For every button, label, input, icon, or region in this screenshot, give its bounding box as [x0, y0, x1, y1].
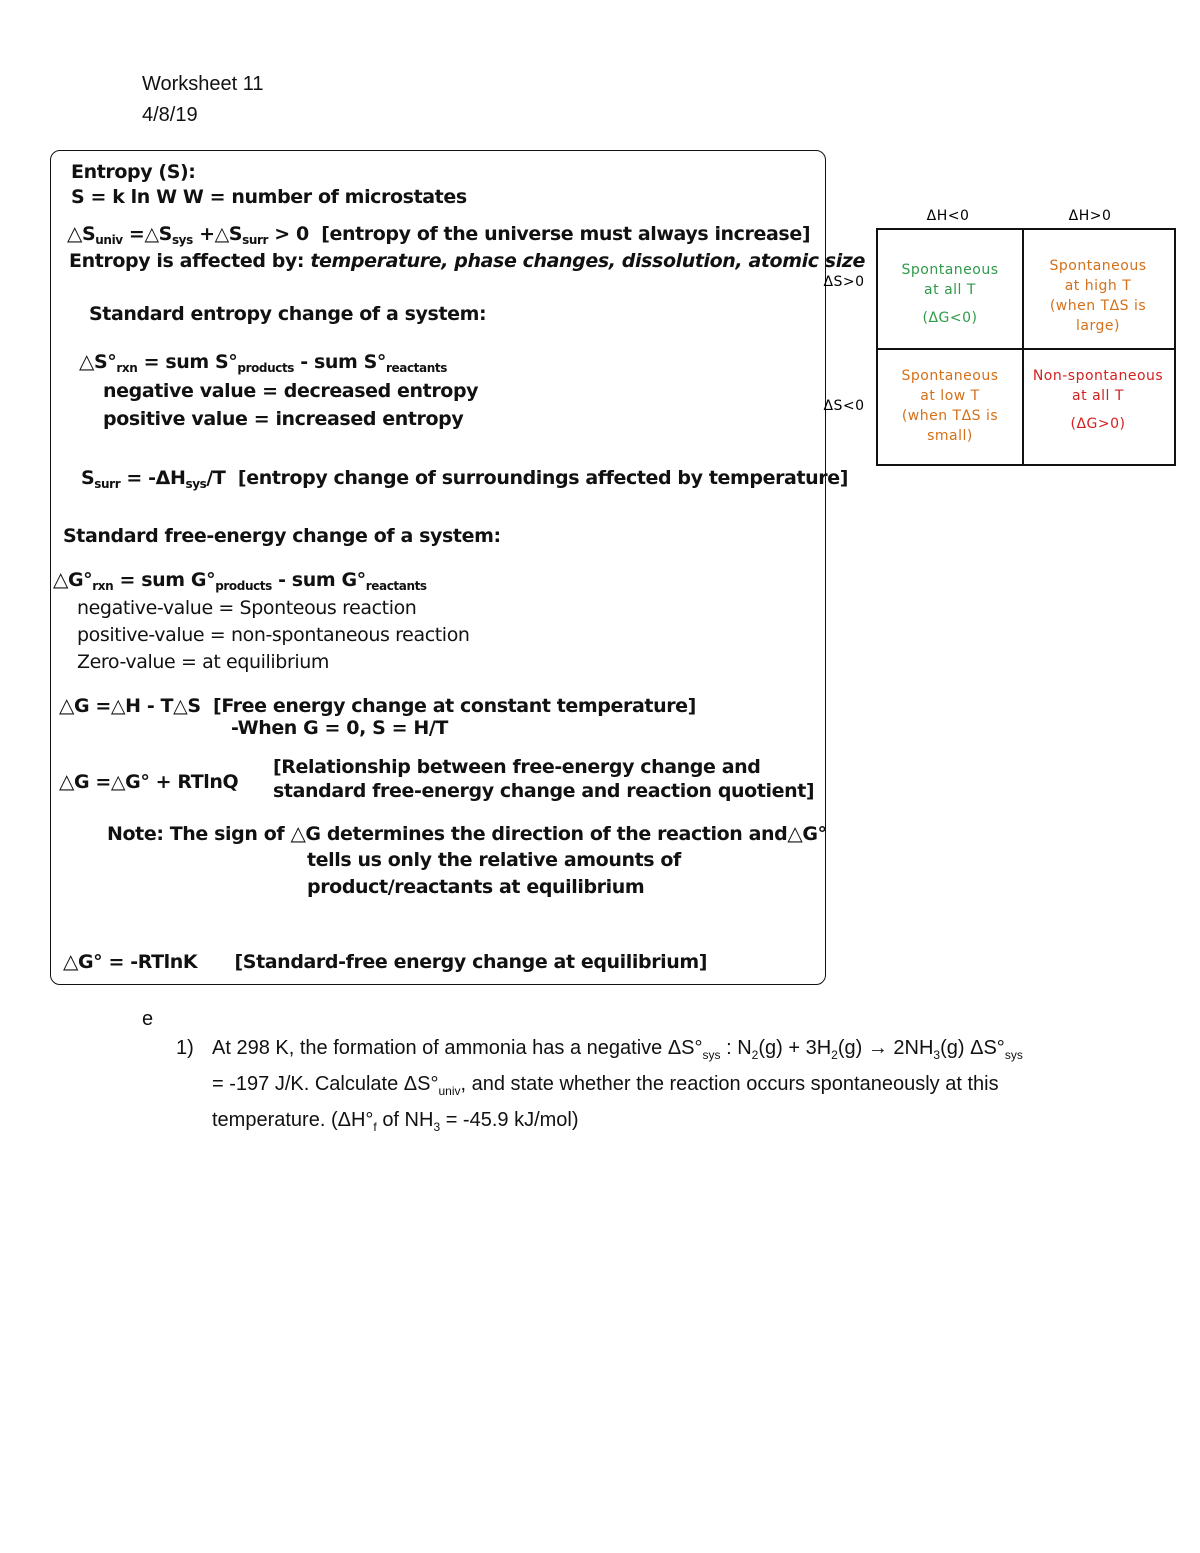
col-header-dh-negative: ΔH<0 [926, 208, 970, 224]
cell-spontaneous-all-t: Spontaneous at all T (ΔG<0) [901, 262, 999, 326]
univ-entropy-note: [entropy of the universe must always increase] [321, 223, 811, 245]
free-energy-title: Standard free-energy change of a system: [63, 525, 501, 547]
cell-spontaneous-high-t: Spontaneous at high T (when TΔS is large) [1049, 258, 1147, 334]
univ-entropy-equation: $\triangle S_{univ}$ $=\triangle S_{sys}$ $+\triangle S_{surr} > 0$ [entropy of the universe must always increase] [67, 221, 811, 247]
rtlnk-equation: △G° = -RTlnK [Standard-free energy change at equilibrium] [63, 949, 708, 973]
col-header-dh-positive: ΔH>0 [1068, 208, 1112, 224]
entropy-factors-label: Entropy is affected by: [69, 250, 305, 272]
rtlnq-equation: △G =△G° + RTlnQ [59, 769, 239, 793]
equilibrium-temperature: -When G = 0, S = H/T [231, 717, 448, 739]
entropy-factors-list: temperature, phase changes, dissolution, atomic size [310, 250, 865, 272]
free-energy-equation: $\triangle G^\circ_{rxn}$ = sum $G^\circ_{products}$ - sum $G^\circ_{reactants}$ [53, 567, 427, 593]
surr-entropy-note: [entropy change of surroundings affected by temperature] [237, 467, 849, 489]
entropy-factors [69, 250, 865, 272]
rtlnq-note-2: standard free-energy change and reaction quotient] [273, 780, 815, 802]
cell-non-spontaneous: Non-spontaneous at all T (ΔG>0) [1032, 368, 1164, 432]
question-number: 1) [176, 1037, 194, 1059]
stray-character: e [142, 1008, 154, 1030]
negative-entropy: negative value = decreased entropy [103, 380, 479, 402]
worksheet-date: 4/8/19 [142, 104, 198, 126]
surr-entropy-equation: $S_{surr} = -\Delta H_{sys}/T$ [entropy change of surroundings affected by temperature] [81, 467, 849, 491]
negative-value: negative-value = Sponteous reaction [77, 597, 417, 619]
rtlnk-note: [Standard-free energy change at equilibrium] [234, 951, 708, 973]
row-header-ds-positive: ΔS>0 [823, 274, 865, 290]
std-entropy-title: Standard entropy change of a system: [89, 303, 487, 325]
rtlnq-note-1: [Relationship between free-energy change and [273, 756, 761, 778]
note-line-3: product/reactants at equilibrium [307, 876, 645, 898]
boltzmann-equation: S = k ln W W = number of microstates [71, 186, 467, 208]
note-line-2: tells us only the relative amounts of [307, 849, 681, 871]
gibbs-equation: △G =△H - T△S [Free energy change at constant temperature] [59, 693, 696, 717]
gibbs-note: [Free energy change at constant temperature] [213, 695, 696, 717]
worksheet-title: Worksheet 11 [142, 73, 264, 95]
cell-spontaneous-low-t: Spontaneous at low T (when TΔS is small) [901, 368, 999, 444]
std-entropy-equation: $\triangle S^\circ_{rxn}$ = sum $S^\circ_{products}$ - sum $S^\circ_{reactants}$ [79, 349, 447, 375]
entropy-title: Entropy (S): [71, 161, 196, 183]
row-header-ds-negative: ΔS<0 [823, 398, 865, 414]
note-prefix: Note: The sign of [107, 823, 285, 845]
spontaneity-table [876, 228, 1176, 466]
question-text: At 298 K, the formation of ammonia has a negative $\Delta S^\circ_{sys}$ : $N_2(g) + 3H_2(g) \to 2NH_3(g)$ $\Delta S^\circ_{sys}$ = -197 J/K. Calculate $\Delta S^\circ_{univ}$, and state whether the reaction occurs spontaneously at this temperature. ($\Delta H^\circ_f$ of $NH_3 = -45.9$ kJ/mol) [212, 1037, 1023, 1134]
note-sign-text: G determines the direction of the reaction and [305, 823, 788, 845]
note-line-1: Note: The sign of △G determines the direction of the reaction and△G° [107, 821, 827, 845]
positive-value: positive-value = non-spontaneous reaction [77, 624, 470, 646]
zero-value: Zero-value = at equilibrium [77, 651, 329, 673]
positive-entropy: positive value = increased entropy [103, 408, 464, 430]
